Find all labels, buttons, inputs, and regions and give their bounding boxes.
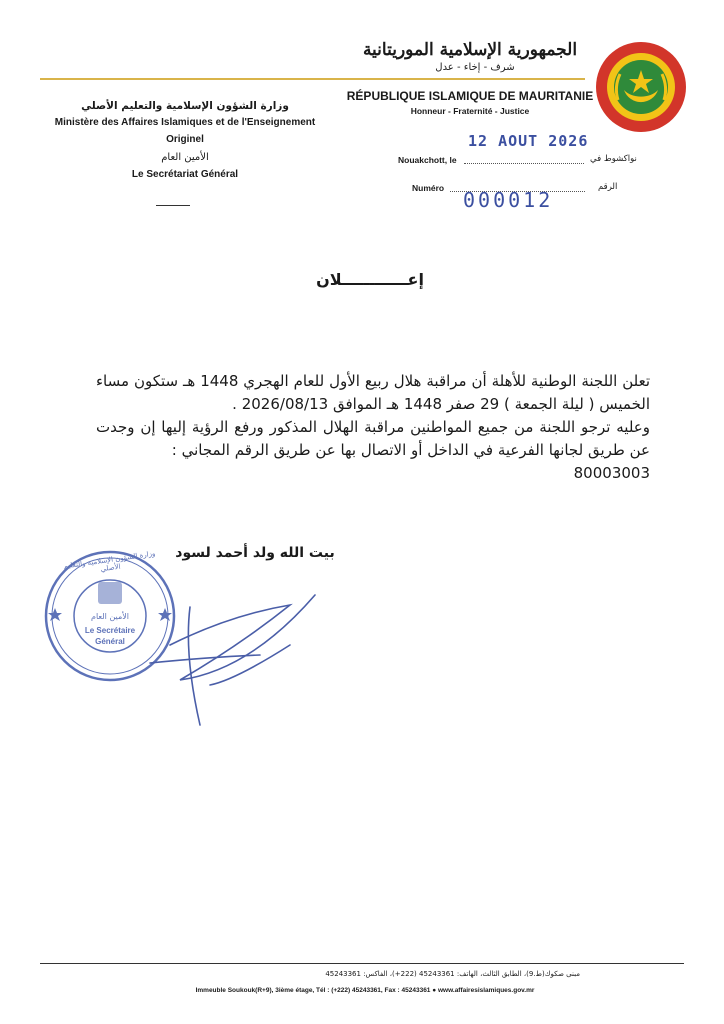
announcement-paragraph-2: وعليه ترجو اللجنة من جميع المواطنين مراقبة الهلال المذكور ورفع الرؤية إليها إن وجدت عن طريق لجانها الفرعية في الداخل أو الاتصال بها عن طريق الرقم المجاني : bbox=[96, 418, 650, 459]
number-label-arabic: الرقم bbox=[598, 182, 618, 192]
republic-motto-arabic: شرف - إخاء - عدل bbox=[435, 62, 515, 73]
number-label-french: Numéro bbox=[412, 183, 445, 193]
date-label-french: Nouakchott, le bbox=[398, 155, 457, 165]
stamp-center-arabic: الأمين العام bbox=[90, 612, 130, 621]
stamp-center-french-1: Le Secrétaire bbox=[84, 626, 136, 635]
ministry-name-arabic: وزارة الشؤون الإسلامية والتعليم الأصلي bbox=[81, 100, 289, 112]
stamp-ring-text: وزارة الشؤون الإسلامية والتعليم الأصلي bbox=[63, 549, 156, 574]
footer-address-arabic: مبنى صكوك(ط.9)، الطابق الثالث، الهاتف: 45243361 (222+)، الفاكس: 45243361 bbox=[325, 970, 580, 978]
ministry-name-french-2: Originel bbox=[166, 134, 204, 145]
secretariat-french: Le Secrétariat Général bbox=[131, 169, 239, 180]
number-stamp: 000012 bbox=[463, 188, 554, 212]
date-label-arabic: نواكشوط في bbox=[590, 154, 637, 164]
stamp-center-french-2: Général bbox=[95, 637, 125, 646]
secretariat-arabic: الأمين العام bbox=[161, 152, 209, 163]
footer-divider bbox=[40, 963, 684, 964]
footer-address-french: Immeuble Soukouk(R+9), 3ième étage, Tél : (+222) 45243361, Fax : 45243361 ● www.affairesislamiques.gov.mr bbox=[195, 987, 535, 994]
toll-free-number: 80003003 bbox=[573, 464, 650, 482]
secretariat-underline bbox=[156, 205, 190, 206]
republic-motto-french: Honneur - Fraternité - Justice bbox=[410, 106, 530, 116]
document-title: إعــــــــــــلان bbox=[316, 270, 424, 289]
handwritten-signature-icon bbox=[140, 585, 330, 735]
national-seal-icon bbox=[594, 40, 688, 134]
republic-title-french: RÉPUBLIQUE ISLAMIQUE DE MAURITANIE bbox=[346, 89, 594, 103]
date-stamp: 12 AOUT 2026 bbox=[468, 132, 589, 150]
announcement-body bbox=[96, 370, 650, 485]
header-divider bbox=[40, 78, 585, 80]
republic-title-arabic: الجمهورية الإسلامية الموريتانية bbox=[362, 40, 578, 60]
ministry-name-french: Ministère des Affaires Islamiques et de l'Enseignement bbox=[54, 117, 316, 128]
signer-name: بيت الله ولد أحمد لسود bbox=[175, 545, 335, 561]
announcement-paragraph-1: تعلن اللجنة الوطنية للأهلة أن مراقبة هلال ربيع الأول للعام الهجري 1448 هـ ستكون مساء الخميس ( ليلة الجمعة ) 29 صفر 1448 هـ الموافق 2026/08/13 . bbox=[96, 372, 651, 413]
date-dotted-line bbox=[464, 163, 584, 164]
